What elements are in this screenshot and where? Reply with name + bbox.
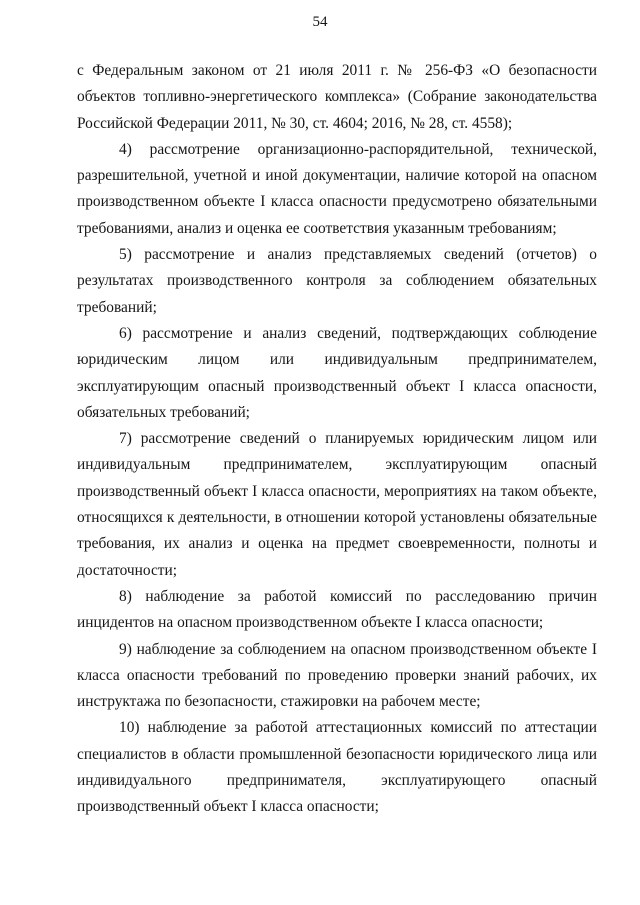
list-item-5: 5) рассмотрение и анализ представляемых сведений (отчетов) о результатах производственного контроля за соблюдением обязательных требований; (77, 246, 597, 316)
document-body (77, 58, 597, 821)
list-item-8: 8) наблюдение за работой комиссий по расследованию причин инцидентов на опасном производственном объекте I класса опасности; (77, 587, 597, 632)
paragraph-continuation: с Федеральным законом от 21 июля 2011 г. № 256-ФЗ «О безопасности объектов топливно-энергетического комплекса» (Собрание законодательства Российской Федерации 2011, № 30, ст. 4604; 2016, № 28, ст. 4558); (77, 62, 597, 132)
page-number: 54 (312, 14, 328, 30)
list-item-4: 4) рассмотрение организационно-распорядительной, технической, разрешительной, учетной и иной документации, наличие которой на опасном производственном объекте I класса опасности предусмотрено обязательными требованиями, анализ и оценка ее соответствия указанным требованиям; (77, 140, 597, 237)
list-item-10: 10) наблюдение за работой аттестационных комиссий по аттестации специалистов в области промышленной безопасности юридического лица или индивидуального предпринимателя, эксплуатирующего опасный производственный объект I класса опасности; (77, 719, 597, 816)
list-item-7: 7) рассмотрение сведений о планируемых юридическим лицом или индивидуальным предпринимателем, эксплуатирующим опасный производственный объект I класса опасности, мероприятиях на таком объекте, относящихся к деятельности, в отношении которой установлены обязательные требования, их анализ и оценка на предмет своевременности, полноты и достаточности; (77, 430, 597, 579)
list-item-6: 6) рассмотрение и анализ сведений, подтверждающих соблюдение юридическим лицом или индивидуальным предпринимателем, эксплуатирующим опасный производственный объект I класса опасности, обязательных требований; (77, 324, 597, 421)
list-item-9: 9) наблюдение за соблюдением на опасном производственном объекте I класса опасности требований по проведению проверки знаний рабочих, их инструктажа по безопасности, стажировки на рабочем месте; (77, 640, 597, 711)
